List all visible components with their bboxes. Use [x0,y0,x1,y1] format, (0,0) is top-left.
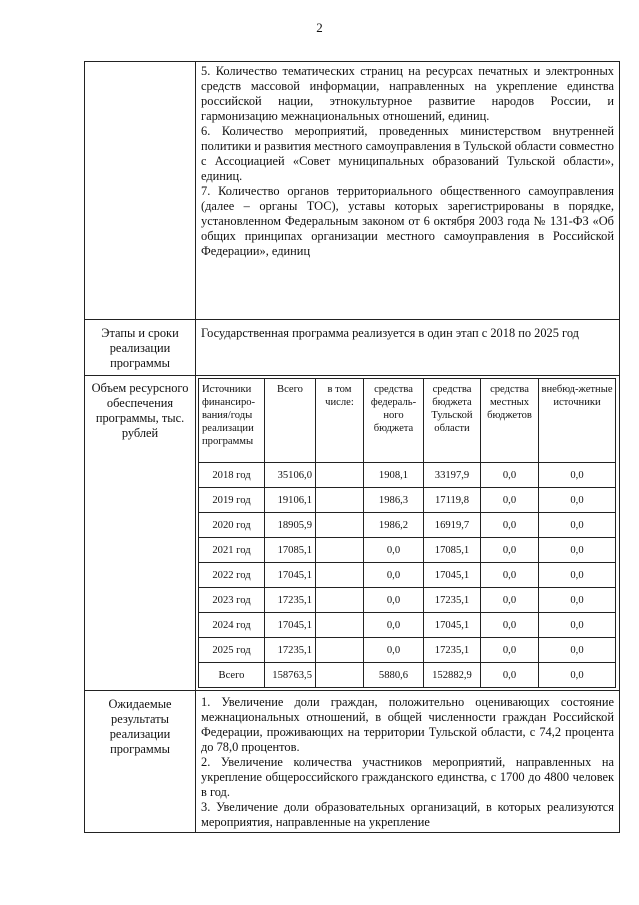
extrabudget-cell: 0,0 [539,663,616,688]
indicators-label [85,62,196,320]
year-cell: 2024 год [199,613,265,638]
extrabudget-cell: 0,0 [539,613,616,638]
regional-cell: 17045,1 [424,563,481,588]
indicators-content [196,62,620,320]
stages-text: Государственная программа реализуется в один этап с 2018 по 2025 год [196,320,620,376]
year-cell: Всего [199,663,265,688]
results-content [196,691,620,833]
page-number: 2 [316,20,323,35]
funding-row-item [199,538,616,563]
regional-cell: 16919,7 [424,513,481,538]
stages-row [85,320,620,376]
funding-row-item [199,613,616,638]
local-cell: 0,0 [481,663,539,688]
federal-cell: 5880,6 [364,663,424,688]
total-cell: 17235,1 [265,638,316,663]
regional-cell: 17085,1 [424,538,481,563]
header-regional: средства бюджета Тульской области [424,379,481,463]
regional-cell: 33197,9 [424,463,481,488]
funding-header-row [199,379,616,463]
regional-cell: 152882,9 [424,663,481,688]
total-cell: 35106,0 [265,463,316,488]
total-cell: 19106,1 [265,488,316,513]
federal-cell: 1986,2 [364,513,424,538]
year-cell: 2019 год [199,488,265,513]
year-cell: 2021 год [199,538,265,563]
including-cell [316,488,364,513]
extrabudget-cell: 0,0 [539,513,616,538]
extrabudget-cell: 0,0 [539,588,616,613]
year-cell: 2023 год [199,588,265,613]
funding-row-item [199,513,616,538]
regional-cell: 17235,1 [424,588,481,613]
result-item: 1. Увеличение доли граждан, положительно оценивающих состояние межнациональных отношений, в общей численности граждан Российской Федерации, проживающих на территории Тульской области, с 74,2 процента до 78,0 процентов. [201,695,614,754]
header-total: Всего [265,379,316,463]
local-cell: 0,0 [481,563,539,588]
indicator-item: 7. Количество органов территориального общественного самоуправления (далее – органы ТОС), уставы которых зарегистрированы в порядке, установленном Федеральным законом от 6 октября 2003 года № 131-ФЗ «Об общих принципах организации местного самоуправления в Российской Федерации», единиц [201,184,614,258]
funding-row [85,376,620,691]
funding-row-item [199,663,616,688]
extrabudget-cell: 0,0 [539,463,616,488]
result-item: 2. Увеличение количества участников мероприятий, направленных на укрепление общероссийского гражданского единства, с 1700 до 4800 человек в год. [201,755,614,799]
including-cell [316,463,364,488]
federal-cell: 0,0 [364,563,424,588]
funding-row-item [199,563,616,588]
federal-cell: 1986,3 [364,488,424,513]
result-item: 3. Увеличение доли образовательных организаций, в которых реализуются мероприятия, направленные на укрепление [201,800,614,829]
header-local: средства местных бюджетов [481,379,539,463]
indicator-item: 5. Количество тематических страниц на ресурсах печатных и электронных средств массовой информации, направленных на укрепление единства российской нации, этнокультурное развитие народов России, и гармонизацию межнациональных отношений, единиц. [201,64,614,123]
regional-cell: 17045,1 [424,613,481,638]
extrabudget-cell: 0,0 [539,563,616,588]
including-cell [316,538,364,563]
funding-label: Объем ресурсного обеспечения программы, тыс. рублей [85,376,196,691]
local-cell: 0,0 [481,588,539,613]
indicator-item: 6. Количество мероприятий, проведенных министерством внутренней политики и развития местного самоуправления в Тульской области совместно с Ассоциацией «Совет муниципальных образований Тульской области», единиц. [201,124,614,183]
results-label: Ожидаемые результаты реализации программы [85,691,196,833]
extrabudget-cell: 0,0 [539,638,616,663]
including-cell [316,563,364,588]
header-federal: средства федераль-ного бюджета [364,379,424,463]
regional-cell: 17119,8 [424,488,481,513]
extrabudget-cell: 0,0 [539,538,616,563]
extrabudget-cell: 0,0 [539,488,616,513]
funding-row-item [199,638,616,663]
funding-content [196,376,620,691]
including-cell [316,613,364,638]
total-cell: 17045,1 [265,613,316,638]
year-cell: 2020 год [199,513,265,538]
local-cell: 0,0 [481,638,539,663]
local-cell: 0,0 [481,613,539,638]
funding-row-item [199,463,616,488]
including-cell [316,663,364,688]
federal-cell: 0,0 [364,638,424,663]
regional-cell: 17235,1 [424,638,481,663]
header-including: в том числе: [316,379,364,463]
total-cell: 158763,5 [265,663,316,688]
total-cell: 17085,1 [265,538,316,563]
passport-table [84,61,620,833]
total-cell: 17235,1 [265,588,316,613]
header-extrabudget: внебюд-жетные источники [539,379,616,463]
indicators-row [85,62,620,320]
total-cell: 18905,9 [265,513,316,538]
federal-cell: 0,0 [364,538,424,563]
federal-cell: 0,0 [364,588,424,613]
year-cell: 2018 год [199,463,265,488]
year-cell: 2025 год [199,638,265,663]
local-cell: 0,0 [481,488,539,513]
year-cell: 2022 год [199,563,265,588]
federal-cell: 1908,1 [364,463,424,488]
including-cell [316,513,364,538]
stages-label: Этапы и сроки реализации программы [85,320,196,376]
including-cell [316,588,364,613]
local-cell: 0,0 [481,513,539,538]
local-cell: 0,0 [481,463,539,488]
funding-row-item [199,588,616,613]
header-sources: Источники финансиро-вания/годы реализации программы [199,379,265,463]
results-row [85,691,620,833]
funding-row-item [199,488,616,513]
funding-table [198,378,616,688]
federal-cell: 0,0 [364,613,424,638]
including-cell [316,638,364,663]
total-cell: 17045,1 [265,563,316,588]
local-cell: 0,0 [481,538,539,563]
